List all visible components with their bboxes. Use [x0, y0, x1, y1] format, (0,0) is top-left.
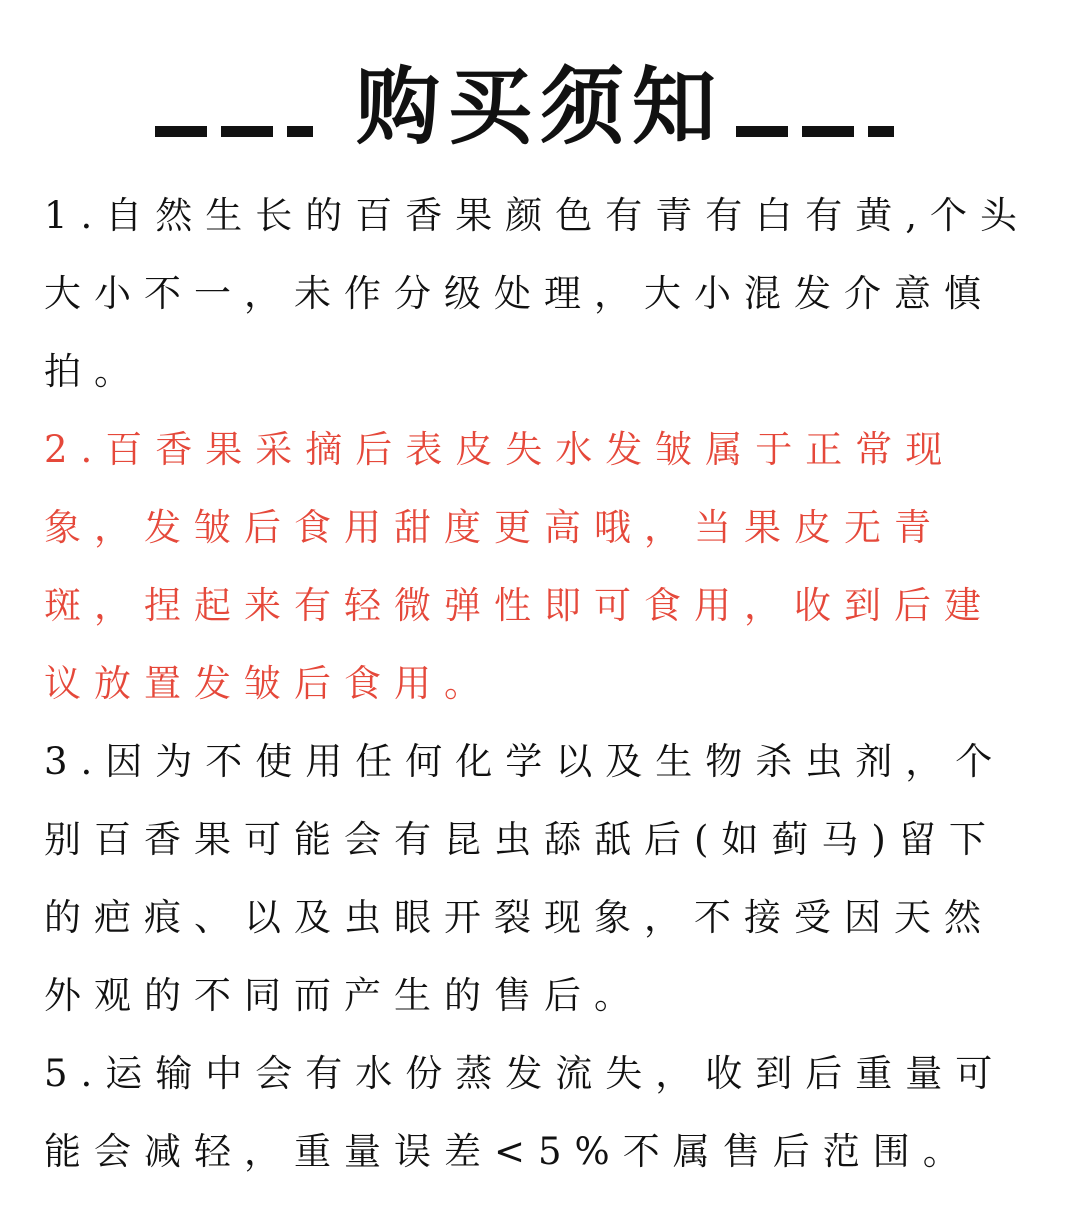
dash-mark: [802, 126, 854, 137]
dash-mark: [868, 126, 894, 137]
notice-item-3: 3.因为不使用任何化学以及生物杀虫剂，个别百香果可能会有昆虫舔舐后(如蓟马)留下的疤痕、以及虫眼开裂现象，不接受因天然外观的不同而产生的售后。: [44, 740, 1006, 1017]
notice-item-2-highlight: 2.百香果采摘后表皮失水发皱属于正常现象，发皱后食用甜度更高哦，当果皮无青斑，捏起来有轻微弹性即可食用，收到后建议放置发皱后食用。: [44, 428, 994, 705]
notice-header: [0, 52, 1080, 162]
notice-item-5: 5.运输中会有水份蒸发流失，收到后重量可能会减轻，重量误差<5%不属售后范围。: [44, 1052, 1006, 1173]
right-dash-decoration: [736, 126, 896, 138]
notice-list: [44, 177, 1040, 1191]
dash-mark: [736, 126, 788, 137]
notice-item-1: 1.自然生长的百香果颜色有青有白有黄,个头大小不一，未作分级处理，大小混发介意慎拍。: [44, 194, 1031, 393]
page-title: 购买须知: [355, 58, 724, 156]
